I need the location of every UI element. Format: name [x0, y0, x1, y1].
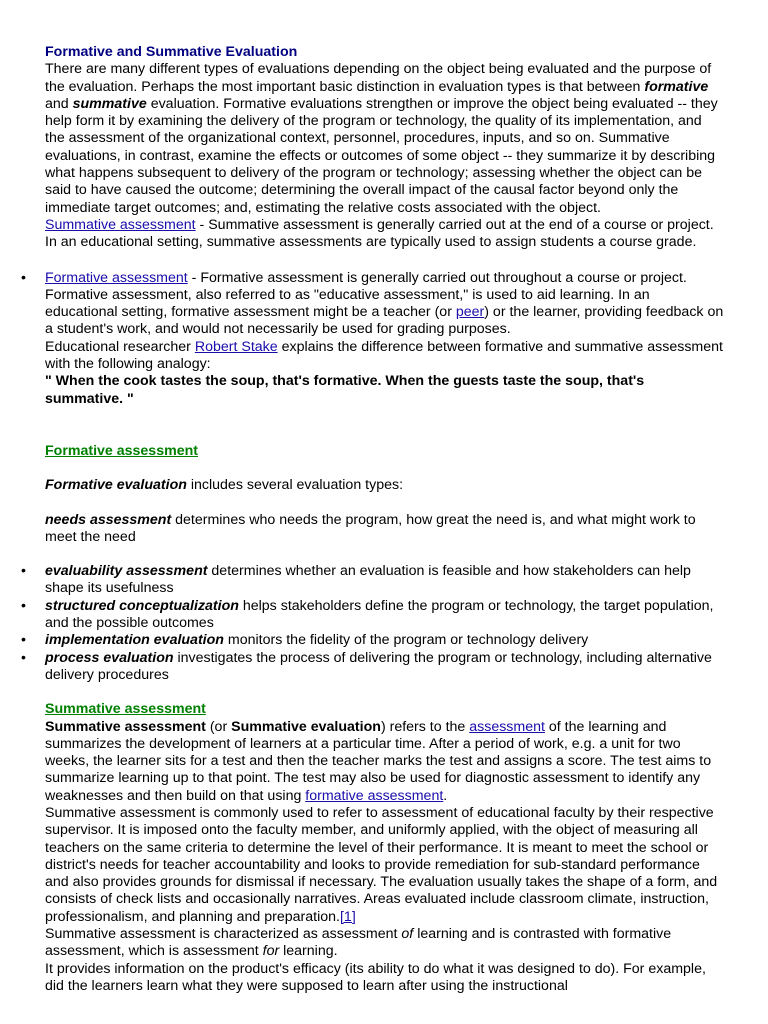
- list-item: • process evaluation investigates the process of delivering the program or technology, including alternative delivery procedures: [21, 649, 712, 683]
- intro-paragraph: There are many different types of evaluations depending on the object being evaluated and the purpose of the evaluation. Perhaps the most important basic distinction in evaluation types is that between formative and summative evaluation. Formative evaluations strengthen or improve the object being evaluated -- they help form it by examining the delivery of the program or technology, the quality of its implementation, and the assessment of the organizational context, personnel, procedures, inputs, and so on. Summative evaluations, in contrast, examine the effects or outcomes of some object -- they summarize it by describing what happens subsequent to delivery of the program or technology; assessing whether the object can be said to have caused the outcome; determining the overall impact of the causal factor beyond only the immediate target outcomes; and, estimating the relative costs associated with the object.: [45, 61, 718, 216]
- list-item: • implementation evaluation monitors the fidelity of the program or technology delivery: [21, 632, 589, 649]
- researcher-paragraph: Educational researcher Robert Stake explains the difference between formative and summative assessment with the following analogy:: [45, 338, 723, 373]
- summative-paragraph-2: Summative assessment is commonly used to refer to assessment of educational faculty by their respective supervisor. It is imposed onto the faculty member, and uniformly applied, with the object of measuring all teachers on the same criteria to determine the level of their performance. It is meant to meet the school or district's needs for teacher accountability and looks to provide remediation for sub-standard performance and also provides grounds for dismissal if necessary. The evaluation usually takes the shape of a form, and consists of check lists and occasionally narratives. Areas evaluated include classroom climate, instruction, professionalism, and planning and preparation.[1]: [45, 804, 718, 925]
- soup-quote: " When the cook tastes the soup, that's formative. When the guests taste the soup, that's summative. ": [45, 373, 645, 407]
- summative-heading-link[interactable]: Summative assessment: [45, 701, 206, 718]
- summative-section-heading[interactable]: [45, 701, 725, 718]
- page-title: Formative and Summative Evaluation: [45, 44, 298, 60]
- formative-definition: Formative assessment - Formative assessment is generally carried out throughout a course or project. Formative assessment, also referred to as "educative assessment," is used to aid learning. In an educational setting, formative assessment might be a teacher (or peer) or the learner, providing feedback on a student's work, and would not necessarily be used for grading purposes.: [45, 269, 724, 338]
- formative-section-heading[interactable]: [45, 443, 725, 460]
- list-item: [21, 269, 725, 408]
- bullet-icon: •: [21, 632, 26, 649]
- formative-heading-link[interactable]: Formative assessment: [45, 442, 198, 459]
- list-item: • structured conceptualization helps stakeholders define the program or technology, the target population, and the possible outcomes: [21, 597, 714, 632]
- list-item: • evaluability assessment determines whether an evaluation is feasible and how stakeholders can help shape its usefulness: [21, 563, 691, 597]
- summative-definition: Summative assessment - Summative assessment is generally carried out at the end of a course or project. In an educational setting, summative assessments are typically used to assign students a course grade.: [45, 216, 714, 251]
- evaluation-types-list: [21, 563, 725, 684]
- term-summative: summative: [72, 95, 147, 112]
- robert-stake-link[interactable]: Robert Stake: [194, 338, 278, 355]
- bullet-icon: •: [21, 269, 26, 286]
- bullet-icon: •: [21, 649, 26, 666]
- term-formative: formative: [644, 78, 709, 95]
- peer-link[interactable]: peer: [455, 304, 485, 321]
- summative-assessment-link[interactable]: Summative assessment: [45, 216, 196, 233]
- formative-assessment-link[interactable]: Formative assessment: [45, 269, 188, 286]
- bullet-icon: •: [21, 563, 26, 580]
- bullet-icon: •: [21, 597, 26, 614]
- summative-paragraph-3: Summative assessment is characterized as assessment of learning and is contrasted with formative assessment, which is assessment for learning.: [45, 926, 672, 960]
- formative-lead: Formative evaluation includes several evaluation types:: [45, 477, 404, 494]
- assessment-link[interactable]: assessment: [469, 718, 545, 735]
- needs-assessment: needs assessment determines who needs the program, how great the need is, and what might work to meet the need: [45, 511, 696, 545]
- formative-assessment-inline-link[interactable]: formative assessment: [305, 787, 444, 804]
- formative-definition-list: [21, 269, 725, 408]
- summative-paragraph-1: Summative assessment (or Summative evaluation) refers to the assessment of the learning and summarizes the development of learners at a particular time. After a period of work, e.g. a unit for two weeks, the learner sits for a test and then the teacher marks the test and assigns a score. The test aims to summarize learning up to that point. The test may also be used for diagnostic assessment to identify any weaknesses and then build on that using formative assessment.: [45, 718, 712, 804]
- document-body: [21, 44, 725, 995]
- reference-1-link[interactable]: [1]: [339, 908, 356, 925]
- summative-paragraph-4: It provides information on the product's efficacy (its ability to do what it was designed to do). For example, did the learners learn what they were supposed to learn after using the instructional: [45, 960, 706, 994]
